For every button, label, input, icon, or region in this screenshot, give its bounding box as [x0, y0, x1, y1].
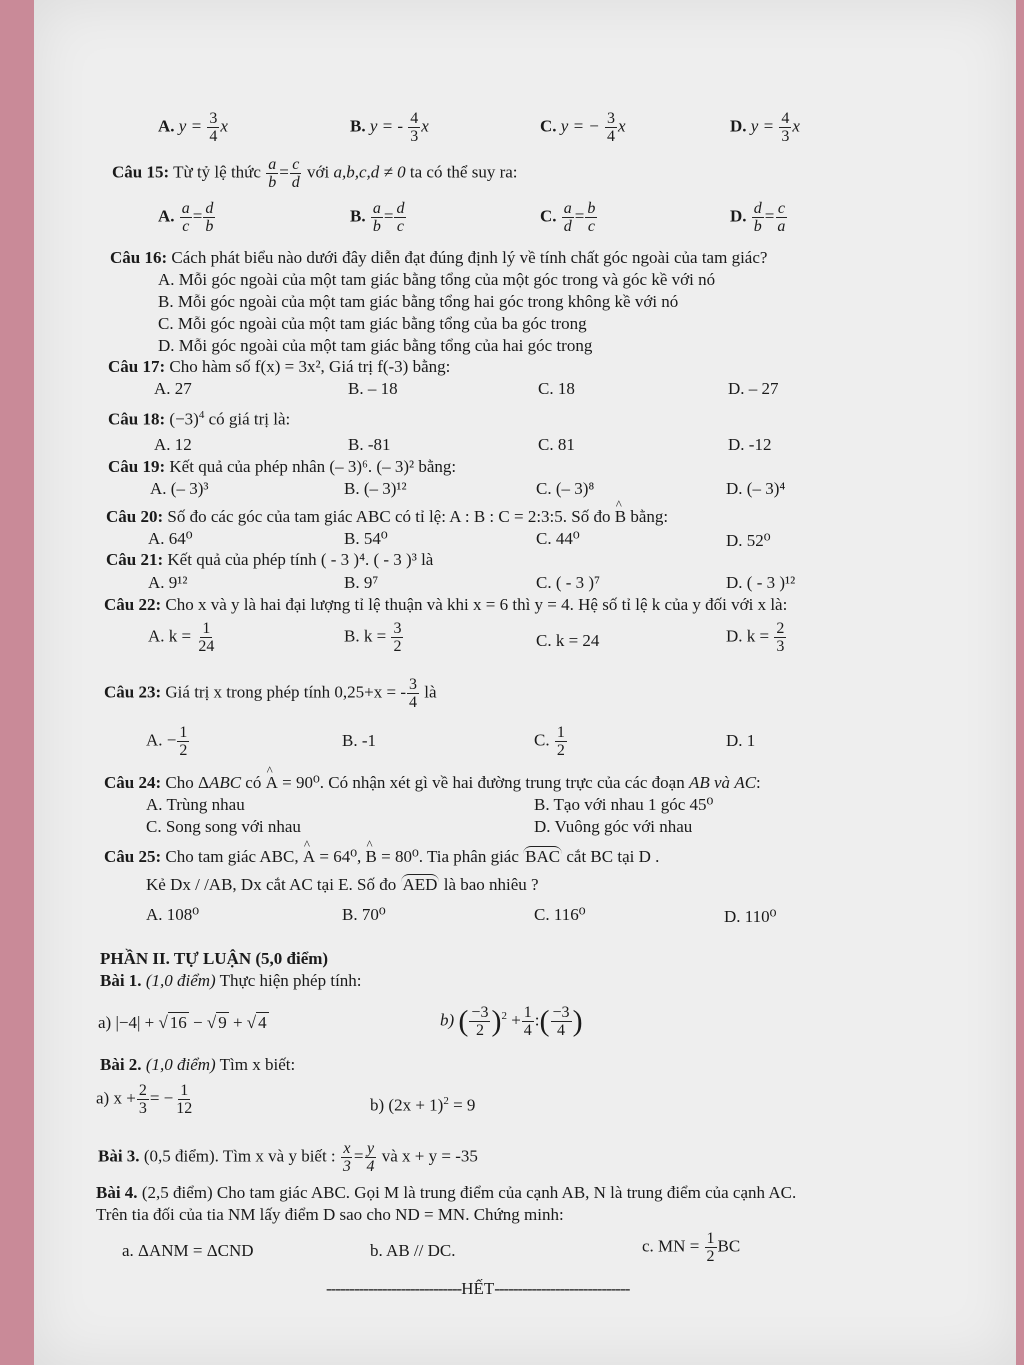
q17-question: Câu 17: Cho hàm số f(x) = 3x², Giá trị f(-3) bằng:: [108, 357, 451, 376]
bai4-part-a: a. ΔANM = ΔCND: [122, 1241, 254, 1260]
q16-option-b: B. Mỗi góc ngoài của một tam giác bằng tổng hai góc trong không kề với nó: [158, 292, 679, 311]
q15-option-b: B. $\frac{a}{b}$ = $\frac{d}{c}$: [350, 200, 405, 235]
q23-option-c: C. $\frac{1}{2}$: [534, 724, 565, 759]
q21-option-b: B. 9⁷: [344, 573, 379, 592]
q16-option-a: A. Mỗi góc ngoài của một tam giác bằng tổng của một góc trong và góc kề với nó: [158, 270, 716, 289]
bai4-line1: Bài 4. (2,5 điểm) Cho tam giác ABC. Gọi M là trung điểm của cạnh AB, N là trung điểm của cạnh AC.: [96, 1183, 797, 1202]
q18-option-a: A. 12: [154, 435, 192, 454]
end-marker: -----------------------------HẾT-----------------------------: [326, 1279, 630, 1298]
q17-option-b: B. – 18: [348, 379, 398, 398]
q19-option-d: D. (– 3)⁴: [726, 479, 786, 498]
q25-option-c: C. 116⁰: [534, 905, 586, 924]
q25-option-a: A. 108⁰: [146, 905, 200, 924]
bai2-heading: Bài 2. (1,0 điểm) Tìm x biết:: [100, 1055, 296, 1074]
q22-option-a: A. k = $\frac{1}{24}$: [148, 620, 215, 655]
bai4-part-c: c. MN = $\frac{1}{2}$ BC: [642, 1230, 741, 1265]
q15-question: Câu 15: Từ tỷ lệ thức $\frac{a}{b}$ = $\frac{c}{d}$ với a,b,c,d ≠ 0 ta có thể suy ra:: [112, 156, 518, 191]
q24-option-d: D. Vuông góc với nhau: [534, 817, 693, 836]
q25-question: Câu 25: Cho tam giác ABC, ^ A = 64⁰, ^ B = 80⁰. Tia phân giác BAC cắt BC tại D .: [104, 846, 659, 868]
q23-option-a: A. − $\frac{1}{2}$: [146, 724, 188, 759]
q19-option-c: C. (– 3)⁸: [536, 479, 595, 498]
q21-question: Câu 21: Kết quả của phép tính ( - 3 )⁴. ( - 3 )³ là: [106, 550, 434, 569]
q23-question: Câu 23: Giá trị x trong phép tính 0,25+x = - $\frac{3}{4}$ là: [104, 676, 437, 711]
q19-question: Câu 19: Kết quả của phép nhân (– 3)⁶. (– 3)² bằng:: [108, 457, 457, 476]
q14-option-c: C. y = − $\frac{3}{4}$ x: [540, 110, 626, 145]
q23-option-b: B. -1: [342, 731, 376, 750]
q18-option-c: C. 81: [538, 435, 575, 454]
q25-option-d: D. 110⁰: [724, 907, 777, 926]
bai2-part-b: b) $(2x + 1)^2 = 9$: [370, 1095, 476, 1115]
q22-option-b: B. k = $\frac{3}{2}$: [344, 620, 402, 655]
q20-option-b: B. 54⁰: [344, 529, 388, 548]
q21-option-c: C. ( - 3 )⁷: [536, 573, 600, 592]
bai1-heading: Bài 1. (1,0 điểm) Thực hiện phép tính:: [100, 971, 362, 990]
q15-option-d: D. $\frac{d}{b}$ = $\frac{c}{a}$: [730, 200, 786, 235]
q17-option-d: D. – 27: [728, 379, 779, 398]
q14-option-d: D. y = $\frac{4}{3}$ x: [730, 110, 800, 145]
q23-option-d: D. 1: [726, 731, 756, 750]
q20-option-c: C. 44⁰: [536, 529, 580, 548]
bai2-part-a: a) x + $\frac{2}{3}$ = − $\frac{1}{12}$: [96, 1082, 193, 1117]
q20-question: Câu 20: Số đo các góc của tam giác ABC có tỉ lệ: A : B : C = 2:3:5. Số đo ^ B bằng:: [106, 506, 668, 528]
q17-option-c: C. 18: [538, 379, 575, 398]
q22-option-d: D. k = $\frac{2}{3}$: [726, 620, 785, 655]
q15-option-c: C. $\frac{a}{d}$ = $\frac{b}{c}$: [540, 200, 596, 235]
bai1-part-a: a) |−4| + √ 16 − √ 9 + √ 4: [98, 1013, 267, 1032]
q14-option-b: B. y = - $\frac{4}{3}$ x: [350, 110, 429, 145]
q22-option-c: C. k = 24: [536, 631, 600, 650]
q20-option-a: A. 64⁰: [148, 529, 193, 548]
q24-option-b: B. Tạo với nhau 1 góc 45⁰: [534, 795, 714, 814]
bai3: Bài 3. (0,5 điểm). Tìm x và y biết : $\frac{x}{3}$ = $\frac{y}{4}$ và x + y = -35: [98, 1140, 478, 1175]
q16-question: Câu 16: Cách phát biểu nào dưới đây diễn đạt đúng định lý về tính chất góc ngoài của tam giác?: [110, 248, 768, 267]
q18-option-b: B. -81: [348, 435, 391, 454]
q24-option-c: C. Song song với nhau: [146, 817, 301, 836]
q25-line2: Kẻ Dx / /AB, Dx cắt AC tại E. Số đo AED là bao nhiêu ?: [146, 875, 539, 894]
q16-option-c: C. Mỗi góc ngoài của một tam giác bằng tổng của ba góc trong: [158, 314, 587, 333]
q21-option-d: D. ( - 3 )¹²: [726, 573, 796, 592]
q24-question: Câu 24: Cho ΔABC có ^ A = 90⁰. Có nhận xét gì về hai đường trung trực của các đoạn AB và AC:: [104, 772, 761, 794]
q22-question: Câu 22: Cho x và y là hai đại lượng tỉ lệ thuận và khi x = 6 thì y = 4. Hệ số tỉ lệ k của y đối với x là:: [104, 595, 788, 614]
q25-option-b: B. 70⁰: [342, 905, 386, 924]
q18-question: Câu 18: $(-3)^4$ có giá trị là:: [108, 409, 291, 429]
q20-option-d: D. 52⁰: [726, 531, 771, 550]
bai4-part-b: b. AB // DC.: [370, 1241, 456, 1260]
q18-option-d: D. -12: [728, 435, 772, 454]
part2-title: PHẦN II. TỰ LUẬN (5,0 điểm): [100, 949, 329, 968]
q15-option-a: A. $\frac{a}{c}$ = $\frac{d}{b}$: [158, 200, 214, 235]
q19-option-b: B. (– 3)¹²: [344, 479, 407, 498]
q17-option-a: A. 27: [154, 379, 192, 398]
q21-option-a: A. 9¹²: [148, 573, 188, 592]
q14-option-a: A. y = $\frac{3}{4}$ x: [158, 110, 228, 145]
bai1-part-b: b) ( $\frac{-3}{2}$ )$^2$ + $\frac{1}{4}$ :( $\frac{-3}{4}$ ): [440, 1004, 583, 1039]
q19-option-a: A. (– 3)³: [150, 479, 209, 498]
q24-option-a: A. Trùng nhau: [146, 795, 245, 814]
bai4-line2: Trên tia đối của tia NM lấy điểm D sao cho ND = MN. Chứng minh:: [96, 1205, 564, 1224]
q16-option-d: D. Mỗi góc ngoài của một tam giác bằng tổng của hai góc trong: [158, 336, 593, 355]
